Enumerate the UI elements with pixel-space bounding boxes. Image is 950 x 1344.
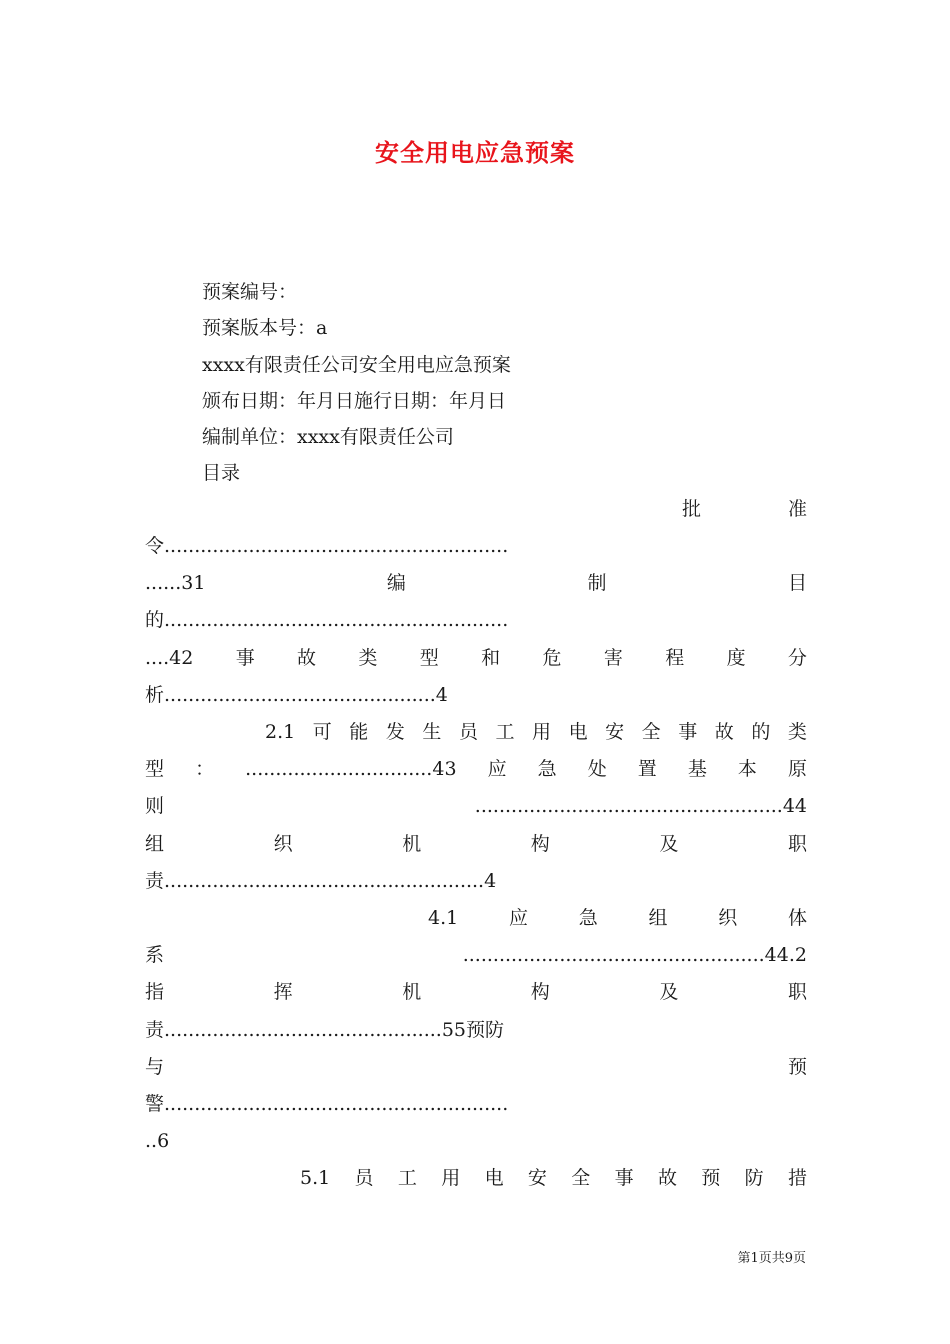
toc-token: 防 [744, 1167, 764, 1189]
toc-token: 型 [419, 647, 439, 669]
toc-token: 体 [787, 907, 807, 929]
toc-line [145, 793, 807, 819]
toc-token: 批 [682, 498, 702, 520]
toc-token: 制 [587, 572, 607, 594]
toc-token: 安 [605, 721, 625, 743]
toc-token: 机 [402, 833, 422, 855]
toc-token: 织 [718, 907, 738, 929]
toc-token: 挥 [273, 981, 293, 1003]
toc-token: 能 [349, 721, 369, 743]
toc-line: 责..............................................55预防 [145, 1019, 504, 1041]
toc-token: 4.1 [428, 907, 459, 929]
toc-token: 故 [714, 721, 734, 743]
toc-token: 用 [441, 1167, 461, 1189]
toc-token: 职 [787, 833, 807, 855]
toc-token: 生 [422, 721, 442, 743]
toc-token: ....42 [145, 647, 194, 669]
toc-line: 令......................................................... [145, 535, 509, 557]
toc-token: 组 [145, 833, 165, 855]
toc-line [145, 570, 807, 596]
toc-line: 警......................................................... [145, 1093, 509, 1115]
toc-line: 的......................................................... [145, 609, 509, 631]
toc-token: 及 [659, 833, 679, 855]
toc-line: 责.....................................................4 [145, 870, 497, 892]
company-plan-name: xxxx有限责任公司安全用电应急预案 [202, 354, 511, 376]
toc-token: 型 [145, 758, 165, 780]
toc-line [145, 979, 807, 1005]
toc-token: 急 [578, 907, 598, 929]
issue-dates: 颁布日期：年月日施行日期：年月日 [202, 390, 507, 412]
toc-token: 事 [614, 1167, 634, 1189]
toc-token: 则 [145, 795, 165, 817]
toc-token: 故 [297, 647, 317, 669]
toc-token: 本 [737, 758, 757, 780]
toc-token: 事 [235, 647, 255, 669]
toc-token: 预 [701, 1167, 721, 1189]
toc-token: 程 [665, 647, 685, 669]
toc-token: 与 [145, 1056, 165, 1078]
toc-token: 的 [751, 721, 771, 743]
toc-token: 机 [402, 981, 422, 1003]
toc-token: ...................................................44 [474, 795, 807, 817]
toc-line: ..6 [145, 1130, 170, 1152]
toc-line [145, 719, 807, 745]
toc-token: ......31 [145, 572, 206, 594]
plan-version: 预案版本号：a [202, 317, 328, 339]
toc-token: 应 [487, 758, 507, 780]
toc-token: 5.1 [300, 1167, 331, 1189]
toc-line [145, 942, 807, 968]
toc-token: 准 [787, 498, 807, 520]
toc-token: 构 [530, 981, 550, 1003]
toc-token: 置 [637, 758, 657, 780]
toc-token: 员 [354, 1167, 374, 1189]
toc-token: ..................................................44.2 [462, 944, 807, 966]
toc-token: 全 [571, 1167, 591, 1189]
toc-line [145, 645, 807, 671]
toc-token: 类 [358, 647, 378, 669]
toc-line [145, 831, 807, 857]
toc-token: 发 [385, 721, 405, 743]
toc-heading: 目录 [202, 462, 241, 484]
toc-token: 处 [587, 758, 607, 780]
toc-token: ： [195, 758, 215, 780]
toc-token: 编 [386, 572, 406, 594]
toc-token: 电 [484, 1167, 504, 1189]
toc-token: 措 [787, 1167, 807, 1189]
toc-token: 用 [532, 721, 552, 743]
toc-token: 安 [527, 1167, 547, 1189]
toc-line [145, 496, 807, 522]
toc-token: 构 [530, 833, 550, 855]
toc-token: 应 [508, 907, 528, 929]
toc-token: 度 [726, 647, 746, 669]
toc-token: 可 [312, 721, 332, 743]
toc-token: 事 [678, 721, 698, 743]
toc-token: 危 [542, 647, 562, 669]
toc-line [145, 756, 807, 782]
toc-token: 电 [568, 721, 588, 743]
toc-line: 析.............................................4 [145, 684, 448, 706]
toc-token: 组 [648, 907, 668, 929]
toc-token: 指 [145, 981, 165, 1003]
compiling-unit: 编制单位：xxxx有限责任公司 [202, 426, 454, 448]
toc-token: 类 [787, 721, 807, 743]
toc-line [145, 905, 807, 931]
toc-token: 急 [537, 758, 557, 780]
toc-token: ...............................43 [245, 758, 457, 780]
toc-token: 织 [273, 833, 293, 855]
toc-token: 全 [641, 721, 661, 743]
toc-token: 工 [495, 721, 515, 743]
toc-token: 原 [787, 758, 807, 780]
toc-token: 及 [659, 981, 679, 1003]
plan-number: 预案编号： [202, 281, 298, 303]
page-title: 安全用电应急预案 [375, 138, 575, 167]
toc-line [145, 1165, 807, 1191]
toc-token: 系 [145, 944, 165, 966]
toc-token: 职 [787, 981, 807, 1003]
toc-line [145, 1054, 807, 1080]
toc-token: 工 [397, 1167, 417, 1189]
toc-token: 故 [657, 1167, 677, 1189]
toc-token: 2.1 [265, 721, 296, 743]
toc-token: 害 [603, 647, 623, 669]
toc-token: 员 [458, 721, 478, 743]
toc-token: 分 [787, 647, 807, 669]
page-footer: 第1页共9页 [737, 1251, 806, 1266]
toc-token: 预 [787, 1056, 807, 1078]
toc-token: 和 [481, 647, 501, 669]
toc-token: 基 [687, 758, 707, 780]
toc-token: 目 [787, 572, 807, 594]
